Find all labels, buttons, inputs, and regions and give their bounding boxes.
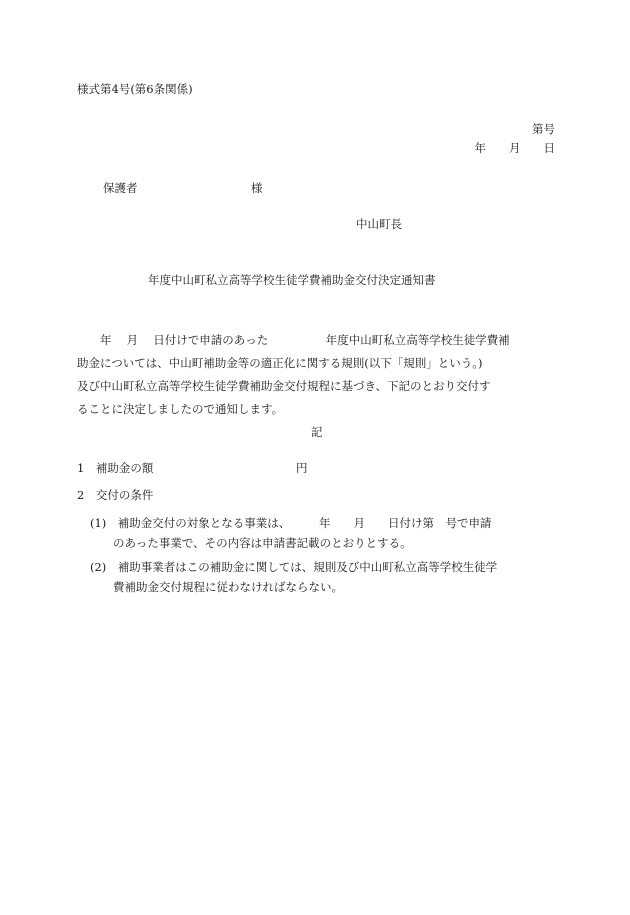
document-date: 年 月 日 [474, 141, 555, 155]
item-1-label: 1 補助金の額 [77, 461, 154, 475]
document-number: 第号 [532, 122, 555, 136]
condition-line: のあった事業で、その内容は申請書記載のとおりとする。 [90, 536, 412, 550]
issuer: 中山町長 [356, 217, 402, 231]
condition-2 [90, 557, 560, 597]
condition-line: (2) 補助事業者はこの補助金に関しては、規則及び中山町私立高等学校生徒学 [90, 560, 498, 574]
ki-heading: 記 [311, 425, 323, 439]
body-line: ることに決定しましたので通知します。 [77, 402, 284, 416]
document-title: 年度中山町私立高等学校生徒学費補助金交付決定通知書 [148, 273, 436, 287]
addressee-honorific: 様 [251, 181, 263, 195]
body-line: 年 月 日付けで申請のあった 年度中山町私立高等学校生徒学費補 [77, 333, 510, 347]
item-2-label: 2 交付の条件 [77, 488, 154, 502]
condition-1 [90, 513, 560, 553]
body-text [77, 329, 555, 421]
body-line: 助金については、中山町補助金等の適正化に関する規則(以下「規則」という。) [77, 356, 483, 370]
addressee-label: 保護者 [103, 181, 138, 195]
item-1-unit: 円 [296, 461, 308, 475]
condition-line: (1) 補助金交付の対象となる事業は、 年 月 日付け第 号で申請 [90, 516, 492, 530]
condition-line: 費補助金交付規程に従わなければならない。 [90, 580, 343, 594]
body-line: 及び中山町私立高等学校生徒学費補助金交付規程に基づき、下記のとおり交付す [77, 379, 491, 393]
form-label: 様式第4号(第6条関係) [77, 82, 193, 96]
